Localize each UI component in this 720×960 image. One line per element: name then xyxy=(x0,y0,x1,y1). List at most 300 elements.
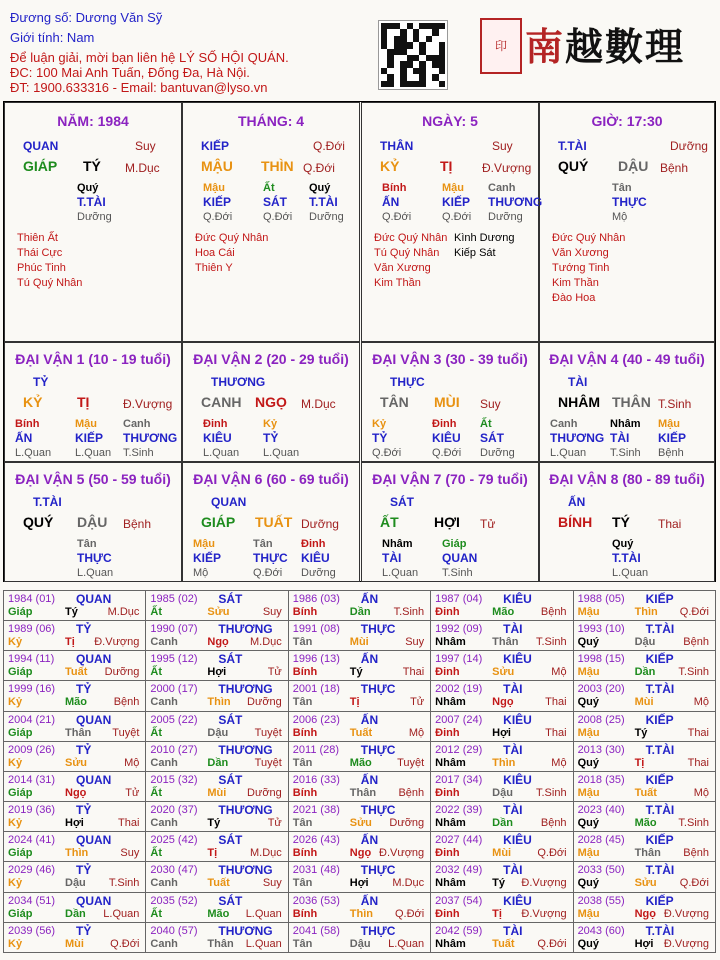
year-ts: Q.Đới xyxy=(679,606,709,618)
year-cell-body xyxy=(146,591,287,620)
dv-hidden-sao: THƯƠNG xyxy=(123,431,178,445)
year-label: 2005 (22) xyxy=(150,713,198,726)
year-cell xyxy=(431,651,573,681)
year-sao: QUAN xyxy=(76,893,112,908)
year-cell xyxy=(4,862,146,892)
year-cell xyxy=(431,591,573,621)
hidden-can: Mậu xyxy=(203,182,225,194)
dv-hidden-can: Bính xyxy=(15,418,40,430)
hidden-ts: Q.Đới xyxy=(442,211,472,223)
shen-sha-2: Kiếp Sát xyxy=(454,247,496,259)
year-chi: Ngọ xyxy=(207,636,229,649)
dv-hidden-ts: L.Quan xyxy=(382,567,419,579)
dai-van-chi: NGỌ xyxy=(255,394,287,410)
year-cell xyxy=(4,681,146,711)
year-sao: THỰC xyxy=(360,682,396,697)
year-can: Ất xyxy=(150,907,162,920)
year-label: 2014 (31) xyxy=(8,773,56,786)
year-label: 2001 (18) xyxy=(292,683,340,696)
hidden-can: Quý xyxy=(309,182,331,194)
dv-hidden-ts: Mộ xyxy=(193,567,209,579)
dv-hidden-can: Đinh xyxy=(301,538,326,550)
pillar-sao: QUAN xyxy=(23,139,59,153)
year-cell xyxy=(573,711,715,741)
dv-hidden-ts: Q.Đới xyxy=(253,567,283,579)
year-chi: Dần xyxy=(492,817,513,830)
year-can: Tân xyxy=(292,636,313,649)
calligraphy-logo xyxy=(525,16,685,71)
year-sao: ẤN xyxy=(360,893,379,908)
year-ts: Suy xyxy=(262,877,282,890)
pillar-title: THÁNG: 4 xyxy=(237,113,305,129)
seal-text: 印 xyxy=(494,38,507,53)
shen-sha: Tú Quý Nhân xyxy=(374,247,440,259)
year-label: 1988 (05) xyxy=(577,593,625,605)
year-ts: Thai xyxy=(402,666,425,679)
year-cell-body xyxy=(574,681,715,710)
year-sao: TÀI xyxy=(503,622,523,637)
year-cell xyxy=(431,621,573,651)
pillar-cell xyxy=(361,102,543,342)
year-can: Kỷ xyxy=(8,817,23,830)
year-cell xyxy=(573,681,715,711)
year-cell-body xyxy=(4,802,145,831)
year-cell-body xyxy=(4,742,145,771)
dai-van-title: ĐẠI VẬN 5 (50 - 59 tuổi) xyxy=(15,471,171,487)
year-label: 1991 (08) xyxy=(292,623,340,636)
gioi-tinh: Giới tính: Nam xyxy=(10,30,95,45)
dv-hidden-can: Quý xyxy=(612,538,634,550)
year-ts: M.Dục xyxy=(250,847,282,860)
year-can: Canh xyxy=(150,636,178,649)
year-can: Nhâm xyxy=(435,937,466,950)
year-can: Giáp xyxy=(8,666,33,679)
dv-hidden-sao: TÀI xyxy=(382,551,402,565)
year-label: 2002 (19) xyxy=(435,683,483,696)
year-sao: THỰC xyxy=(360,622,396,637)
year-can: Ất xyxy=(150,666,162,679)
year-chi: Ngọ xyxy=(65,786,87,799)
year-sao: TÀI xyxy=(503,742,523,757)
year-cell xyxy=(573,922,715,952)
year-label: 2011 (28) xyxy=(292,743,340,756)
calligraphy-char-4: 理 xyxy=(645,24,686,69)
dai-van-side: T.Sinh xyxy=(658,397,692,411)
hidden-can: Mậu xyxy=(442,182,464,194)
year-sao: ẤN xyxy=(360,712,379,727)
year-can: Giáp xyxy=(8,847,33,860)
year-can: Kỷ xyxy=(8,937,23,950)
year-cell xyxy=(573,832,715,862)
dai-van-side: Thai xyxy=(658,517,682,531)
year-cell xyxy=(288,621,430,651)
year-cell-body xyxy=(289,621,430,650)
year-cell xyxy=(573,741,715,771)
year-cell xyxy=(288,681,430,711)
pillar-side: Đ.Vượng xyxy=(482,161,532,175)
year-ts: Thai xyxy=(545,696,567,709)
year-cell-body xyxy=(4,712,145,741)
year-cell xyxy=(146,711,288,741)
year-chi: Sửu xyxy=(207,606,230,618)
dai-van-sao: QUAN xyxy=(211,495,247,509)
year-chi: Sửu xyxy=(349,817,372,830)
year-cell-body xyxy=(574,832,715,861)
year-label: 2012 (29) xyxy=(435,743,483,756)
year-cell-body xyxy=(4,832,145,861)
dai-van-title: ĐẠI VẬN 3 (30 - 39 tuổi) xyxy=(372,351,528,367)
year-chi: Thân xyxy=(207,937,234,950)
year-sao: TÀI xyxy=(503,863,523,878)
year-chi: Dậu xyxy=(65,877,86,890)
pillar-can: MẬU xyxy=(201,158,233,174)
dv-hidden-sao: KIẾP xyxy=(75,431,104,445)
year-sao: TỶ xyxy=(76,622,92,637)
year-cell-body xyxy=(289,832,430,861)
year-cell-body xyxy=(4,923,145,952)
table-row xyxy=(4,591,716,621)
table-row xyxy=(4,892,716,922)
shen-sha: Đức Quý Nhân xyxy=(195,232,269,244)
year-ts: Đ.Vượng xyxy=(379,847,425,860)
hidden-ts: Dưỡng xyxy=(77,211,112,223)
year-label: 2033 (50) xyxy=(577,864,625,877)
year-chi: Mùi xyxy=(207,786,227,799)
year-ts: Bệnh xyxy=(540,817,567,830)
year-can: Đinh xyxy=(435,907,460,920)
year-cell xyxy=(146,771,288,801)
year-cell-body xyxy=(289,923,430,952)
hidden-can: Bính xyxy=(382,182,407,194)
year-can: Đinh xyxy=(435,606,460,618)
year-chi: Dậu xyxy=(349,937,371,950)
year-chi: Thân xyxy=(65,726,92,739)
year-cell xyxy=(4,621,146,651)
year-sao: T.TÀI xyxy=(645,742,675,757)
hidden-can: Quý xyxy=(77,182,99,194)
year-label: 1997 (14) xyxy=(435,653,483,666)
dai-van-side: Bệnh xyxy=(123,517,152,531)
year-ts: T.Sinh xyxy=(535,786,567,799)
year-sao: QUAN xyxy=(76,833,112,848)
year-chi: Tị xyxy=(207,847,218,860)
dai-van-cell xyxy=(4,462,182,582)
year-label: 2026 (43) xyxy=(292,834,340,847)
dai-van-can: BÍNH xyxy=(558,514,593,530)
year-cell-body xyxy=(431,893,572,922)
year-label: 2007 (24) xyxy=(435,713,483,726)
year-cell xyxy=(573,771,715,801)
year-ts: M.Dục xyxy=(107,606,140,618)
year-sao: THỰC xyxy=(360,803,396,818)
shen-sha: Thiên Ất xyxy=(17,232,58,244)
year-can: Đinh xyxy=(435,666,460,679)
pillar-top-right: Dưỡng xyxy=(670,139,708,153)
year-chi: Tý xyxy=(207,817,221,830)
year-can: Quý xyxy=(577,817,599,830)
year-chi: Dậu xyxy=(634,636,656,649)
dv-hidden-sao: THƯƠNG xyxy=(550,431,605,445)
year-cell-body xyxy=(146,681,287,710)
year-label: 1993 (10) xyxy=(577,623,625,636)
year-sao: THỰC xyxy=(360,863,396,878)
year-cell xyxy=(146,741,288,771)
dv-hidden-can: Mậu xyxy=(658,418,680,430)
year-chi: Mùi xyxy=(349,636,369,649)
year-cell xyxy=(431,771,573,801)
dv-hidden-sao: TÀI xyxy=(610,431,630,445)
year-sao: KIÊU xyxy=(503,833,532,848)
dai-van-side: M.Dục xyxy=(301,397,336,411)
year-label: 2035 (52) xyxy=(150,894,198,907)
year-sao: KIẾP xyxy=(645,592,674,606)
year-cell xyxy=(288,771,430,801)
hidden-sao: ẤN xyxy=(382,195,400,209)
year-cell xyxy=(146,621,288,651)
dv-hidden-sao: QUAN xyxy=(442,551,478,565)
year-ts: Mộ xyxy=(551,756,567,769)
year-label: 2030 (47) xyxy=(150,864,198,877)
dv-hidden-ts: T.Sinh xyxy=(610,447,641,459)
year-ts: Đ.Vượng xyxy=(663,937,709,950)
year-can: Bính xyxy=(292,606,318,618)
year-label: 2027 (44) xyxy=(435,834,483,847)
pillar-sao: THÂN xyxy=(380,139,414,153)
dv-hidden-can: Giáp xyxy=(442,538,467,550)
dai-van-sao: TÀI xyxy=(568,375,588,389)
dai-van-can: NHÂM xyxy=(558,394,600,410)
hidden-sao: SÁT xyxy=(263,195,287,209)
year-ts: L.Quan xyxy=(103,907,140,920)
year-chi: Tuất xyxy=(65,666,88,679)
pillar-side: Bệnh xyxy=(660,161,689,175)
year-can: Quý xyxy=(577,877,599,890)
dv-hidden-sao: THỰC xyxy=(253,551,288,565)
dai-van-chi: TÝ xyxy=(612,514,630,530)
year-can: Canh xyxy=(150,756,178,769)
year-label: 2039 (56) xyxy=(8,924,56,937)
year-ts: Đ.Vượng xyxy=(663,907,709,920)
dv-hidden-sao: KIÊU xyxy=(301,551,330,565)
year-chi: Sửu xyxy=(492,666,515,679)
year-cell xyxy=(146,651,288,681)
year-can: Mậu xyxy=(577,726,600,739)
shen-sha-2: Kình Dương xyxy=(454,232,515,244)
pillar-cell xyxy=(4,102,182,342)
shen-sha: Hoa Cái xyxy=(195,247,235,259)
year-can: Quý xyxy=(577,756,599,769)
year-cell xyxy=(288,922,430,952)
year-cell xyxy=(4,802,146,832)
year-can: Bính xyxy=(292,907,318,920)
dai-van-title: ĐẠI VẬN 6 (60 - 69 tuổi) xyxy=(193,471,349,487)
year-sao: THƯƠNG xyxy=(218,863,273,878)
dai-van-sao: THƯƠNG xyxy=(211,375,266,389)
year-label: 2038 (55) xyxy=(577,894,625,907)
year-can: Bính xyxy=(292,666,318,679)
year-can: Tân xyxy=(292,937,313,950)
year-can: Kỷ xyxy=(8,756,23,769)
year-cell-body xyxy=(146,742,287,771)
year-cell-body xyxy=(431,862,572,891)
year-cell xyxy=(4,741,146,771)
year-chi: Dần xyxy=(65,907,86,920)
year-cell-body xyxy=(289,591,430,620)
pillar-title: NĂM: 1984 xyxy=(57,113,129,129)
year-sao: SÁT xyxy=(218,772,243,787)
hidden-ts: Q.Đới xyxy=(263,211,293,223)
year-can: Canh xyxy=(150,877,178,890)
year-can: Nhâm xyxy=(435,877,466,890)
year-cell-body xyxy=(4,772,145,801)
year-cell xyxy=(4,591,146,621)
year-label: 2016 (33) xyxy=(292,773,340,786)
year-sao: ẤN xyxy=(360,592,379,606)
year-ts: T.Sinh xyxy=(678,817,709,830)
year-cell-body xyxy=(574,591,715,620)
year-cell-body xyxy=(146,621,287,650)
pillar-cell xyxy=(539,102,715,342)
year-cell-body xyxy=(289,862,430,891)
year-ts: Tử xyxy=(267,666,282,679)
year-ts: Dưỡng xyxy=(247,786,282,799)
year-cell xyxy=(288,892,430,922)
dai-van-sao: THỰC xyxy=(390,375,425,389)
year-cell-body xyxy=(574,862,715,891)
dai-van-sao: SÁT xyxy=(390,495,414,509)
year-can: Mậu xyxy=(577,606,600,618)
year-label: 2015 (32) xyxy=(150,773,198,786)
year-sao: THƯƠNG xyxy=(218,742,273,757)
dv-hidden-ts: Q.Đới xyxy=(372,447,402,459)
year-can: Kỷ xyxy=(8,636,23,649)
year-chi: Tuất xyxy=(207,877,230,890)
year-can: Giáp xyxy=(8,726,33,739)
year-cell xyxy=(4,922,146,952)
table-row xyxy=(4,862,716,892)
year-sao: SÁT xyxy=(218,652,243,667)
year-cell-body xyxy=(574,651,715,680)
year-chi: Dần xyxy=(349,606,371,618)
year-chi: Thìn xyxy=(65,847,89,860)
year-ts: Tử xyxy=(125,786,140,799)
pillar-sao: KIẾP xyxy=(201,139,230,153)
dv-hidden-ts: Q.Đới xyxy=(432,447,462,459)
dai-van-title: ĐẠI VẬN 2 (20 - 29 tuổi) xyxy=(193,351,349,367)
year-cell-body xyxy=(431,923,572,952)
year-ts: Mộ xyxy=(408,726,425,739)
year-label: 1992 (09) xyxy=(435,623,483,636)
dv-hidden-sao: THỰC xyxy=(77,551,112,565)
pillar-side: Q.Đới xyxy=(303,161,335,175)
calligraphy-char-2: 越 xyxy=(565,24,606,69)
qr-module xyxy=(439,81,445,87)
year-cell xyxy=(4,832,146,862)
dai-van-can: TÂN xyxy=(380,394,409,410)
shen-sha: Đức Quý Nhân xyxy=(374,232,448,244)
year-can: Ất xyxy=(150,847,162,860)
hidden-ts: Dưỡng xyxy=(488,211,523,223)
year-sao: QUAN xyxy=(76,592,112,606)
year-ts: Tuyệt xyxy=(254,756,282,769)
year-chi: Mùi xyxy=(492,847,512,860)
year-can: Kỷ xyxy=(8,877,23,890)
year-cell-body xyxy=(4,862,145,891)
year-chi: Mão xyxy=(65,696,87,709)
year-can: Kỷ xyxy=(8,696,23,709)
year-ts: Q.Đới xyxy=(537,937,567,950)
pillar-can: KỶ xyxy=(380,158,400,174)
dai-van-can: QUÝ xyxy=(23,514,54,530)
year-chi: Ngọ xyxy=(634,907,656,920)
year-chi: Sửu xyxy=(65,756,88,769)
year-label: 2031 (48) xyxy=(292,864,340,877)
dai-van-cell xyxy=(182,462,360,582)
qr-code-icon[interactable] xyxy=(378,20,448,90)
dv-hidden-can: Đinh xyxy=(203,418,228,430)
pillar-sao: T.TÀI xyxy=(558,139,587,153)
hidden-sao: KIẾP xyxy=(203,195,232,209)
year-label: 2041 (58) xyxy=(292,924,340,937)
dai-van-can: GIÁP xyxy=(201,514,236,530)
dv-hidden-ts: L.Quan xyxy=(263,447,300,459)
pillar-title: GIỜ: 17:30 xyxy=(591,113,663,129)
year-cell-body xyxy=(431,681,572,710)
year-can: Giáp xyxy=(8,606,33,618)
year-label: 2032 (49) xyxy=(435,864,483,877)
year-chi: Hợi xyxy=(65,817,84,830)
pillar-top-right: Suy xyxy=(492,139,513,153)
year-can: Mậu xyxy=(577,666,600,679)
year-cell-body xyxy=(431,621,572,650)
year-chi: Thân xyxy=(634,847,661,860)
year-ts: Bệnh xyxy=(113,696,140,709)
year-can: Mậu xyxy=(577,847,600,860)
year-label: 2024 (41) xyxy=(8,834,56,847)
table-row xyxy=(4,681,716,711)
year-chi: Tuất xyxy=(349,726,373,739)
year-cell-body xyxy=(4,681,145,710)
year-can: Bính xyxy=(292,847,318,860)
year-sao: THƯƠNG xyxy=(218,622,273,637)
year-cell-body xyxy=(146,832,287,861)
dai-van-side: Suy xyxy=(480,397,501,411)
pillar-chi: TÝ xyxy=(83,158,101,174)
year-cell xyxy=(573,862,715,892)
year-cell xyxy=(146,892,288,922)
dv-hidden-sao: KIẾP xyxy=(658,431,687,445)
year-sao: KIÊU xyxy=(503,712,532,727)
year-cell xyxy=(288,591,430,621)
dv-hidden-ts: Dưỡng xyxy=(301,567,336,579)
year-sao: QUAN xyxy=(76,652,112,667)
year-ts: Dưỡng xyxy=(389,817,425,830)
dv-hidden-can: Kỷ xyxy=(372,418,387,430)
year-label: 1998 (15) xyxy=(577,653,625,666)
year-cell xyxy=(573,621,715,651)
year-can: Canh xyxy=(150,817,178,830)
year-label: 2010 (27) xyxy=(150,743,198,756)
year-label: 2009 (26) xyxy=(8,743,56,756)
year-can: Mậu xyxy=(577,907,600,920)
year-can: Tân xyxy=(292,877,313,890)
year-label: 2008 (25) xyxy=(577,713,625,726)
year-label: 2020 (37) xyxy=(150,804,198,817)
year-chi: Tuất xyxy=(634,786,657,799)
dv-hidden-ts: T.Sinh xyxy=(442,567,473,579)
shen-sha: Đức Quý Nhân xyxy=(552,232,626,244)
dv-hidden-sao: KIÊU xyxy=(203,431,232,445)
